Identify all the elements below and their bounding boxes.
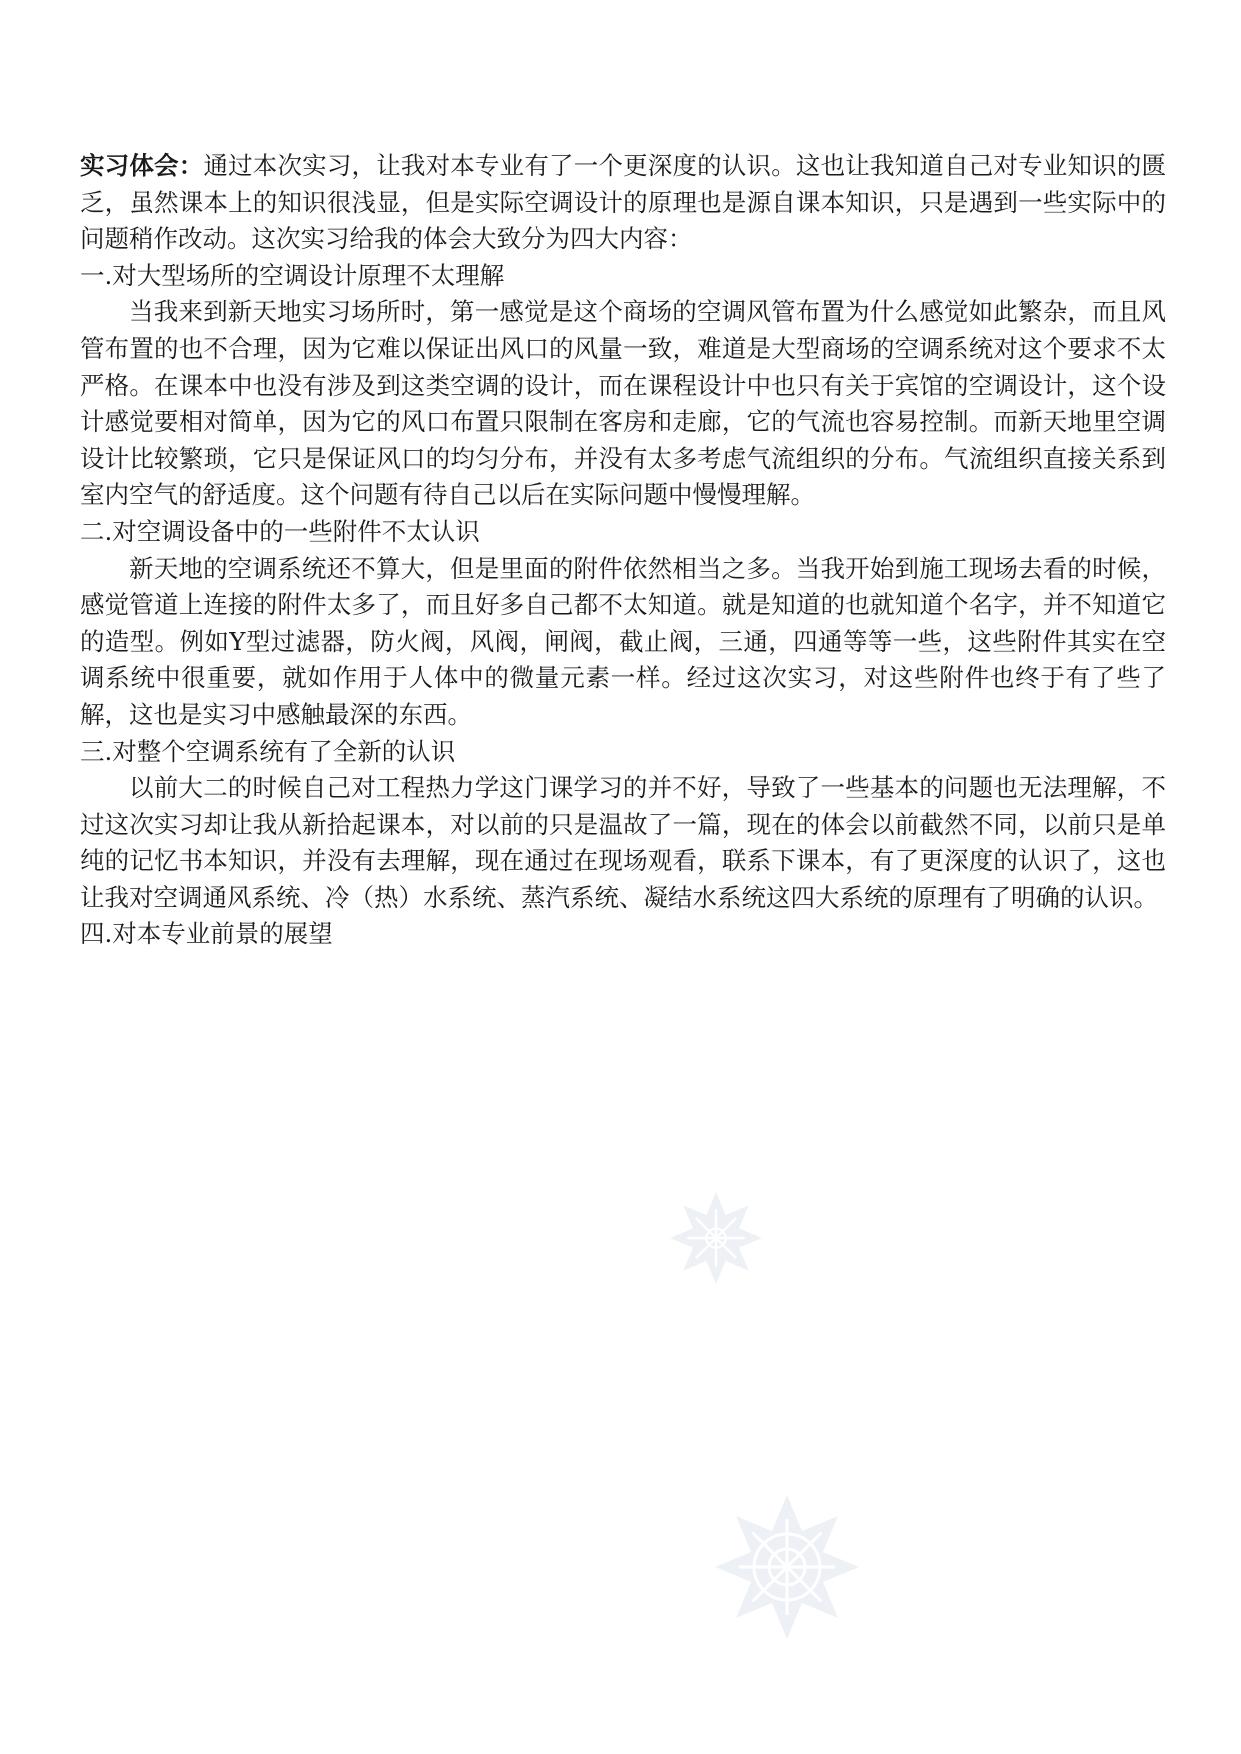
- snowflake-watermark-icon: [712, 1492, 862, 1642]
- intro-text: 通过本次实习，让我对本专业有了一个更深度的认识。这也让我知道自己对专业知识的匮乏，虽然课本上的知识很浅显，但是实际空调设计的原理也是源自课本知识，只是遇到一些实际中的问题稍作改动。这次实习给我的体会大致分为四大内容：: [80, 151, 1167, 254]
- section-heading-1: 一.对大型场所的空调设计原理不太理解: [80, 260, 505, 290]
- section-body-1: 当我来到新天地实习场所时，第一感觉是这个商场的空调风管布置为什么感觉如此繁杂，而且风管布置的也不合理，因为它难以保证出风口的风量一致，难道是大型商场的空调系统对这个要求不太严格。在课本中也没有涉及到这类空调的设计，而在课程设计中也只有关于宾馆的空调设计，这个设计感觉要相对简单，因为它的风口布置只限制在客房和走廊，它的气流也容易控制。而新天地里空调设计比较繁琐，它只是保证风口的均匀分布，并没有太多考虑气流组织的分布。气流组织直接关系到室内空气的舒适度。这个问题有待自己以后在实际问题中慢慢理解。: [80, 297, 1166, 510]
- section-heading-4: 四.对本专业前景的展望: [80, 919, 333, 949]
- snowflake-watermark-icon: [668, 1190, 764, 1286]
- document-page: [80, 148, 1166, 953]
- intro-label: 实习体会：: [80, 151, 204, 180]
- section-heading-2: 二.对空调设备中的一些附件不太认识: [80, 516, 480, 546]
- section-heading-3: 三.对整个空调系统有了全新的认识: [80, 736, 456, 766]
- section-body-2: 新天地的空调系统还不算大，但是里面的附件依然相当之多。当我开始到施工现场去看的时候，感觉管道上连接的附件太多了，而且好多自己都不太知道。就是知道的也就知道个名字，并不知道它的造型。例如Y型过滤器，防火阀，风阀，闸阀，截止阀，三通，四通等等一些，这些附件其实在空调系统中很重要，就如作用于人体中的微量元素一样。经过这次实习，对这些附件也终于有了些了解，这也是实习中感触最深的东西。: [80, 553, 1166, 729]
- section-body-3: 以前大二的时候自己对工程热力学这门课学习的并不好，导致了一些基本的问题也无法理解，不过这次实习却让我从新拾起课本，对以前的只是温故了一篇，现在的体会以前截然不同，以前只是单纯的记忆书本知识，并没有去理解，现在通过在现场观看，联系下课本，有了更深度的认识了，这也让我对空调通风系统、冷（热）水系统、蒸汽系统、凝结水系统这四大系统的原理有了明确的认识。: [80, 773, 1166, 912]
- intro-paragraph: [80, 148, 1166, 258]
